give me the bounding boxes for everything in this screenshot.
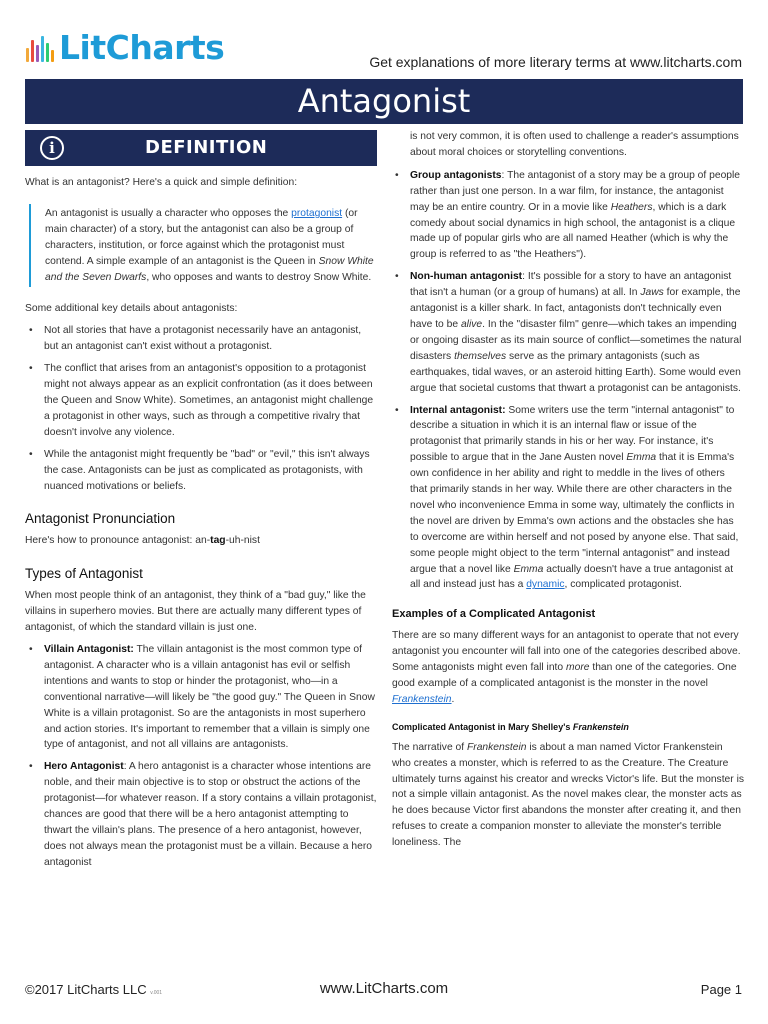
types-intro: When most people think of an antagonist, they think of a "bad guy," like the villains in superhero movies. But there are actually many different types of antagonist, of which the standard villain is just one. [25, 590, 366, 634]
list-item: • Non-human antagonist: It's possible for a story to have an antagonist that isn't a human (or a group of humans) at all. In Jaws for example, the antagonist is a killer shark. In fact, antagonists don't technically even have to be alive. In the "disaster film" genre—which takes an impending or ongoing disaster as its main source of conflict—sometimes the natural disasters themselves serve as the primary antagonists (such as earthquakes, tidal waves, or an asteroid hitting Earth). Some would even argue that societal customs that thwart a protagonist can be antagonists. [392, 269, 744, 396]
pronunciation-text: Here's how to pronounce antagonist: an-tag-uh-nist [25, 535, 260, 547]
header-tagline: Get explanations of more literary terms at www.litcharts.com [369, 54, 742, 70]
frankenstein-text: The narrative of Frankenstein is about a man named Victor Frankenstein who creates a monster, which is referred to as the Creature. The Creature ultimately turns against his creator and wrecks Victor's life. But the monster is not a simple villain antagonist. As the novel makes clear, the monster acts as he does because Victor first abandons the monster after creating it, and then refuses to create a companion monster to alleviate the monster's terrible loneliness. The [392, 741, 745, 849]
page-title: Antagonist [25, 79, 743, 124]
quote-text: , who opposes and wants to destroy Snow White. [146, 271, 372, 283]
info-icon: i [40, 136, 64, 160]
right-column [392, 129, 744, 851]
list-item: • Internal antagonist: Some writers use the term "internal antagonist" to describe a situation in which it is an internal flaw or issue of the protagonist that primarily stands in his or her way. For instance, it's possible to argue that in the Jane Austen novel Emma that it is Emma's own confidence in her ability and right to meddle in the lives of others that primarily stands in her way. While there are other characters in the novel who inconvenience Emma in some way, ultimately the conflicts in the novel are driven by Emma's own actions and the obstacles she has to overcome are within herself and not posed by anyone else. That said, some people might object to the term "internal antagonist" and instead argue that a novel like Emma actually doesn't have a true antagonist at all and instead just has a dynamic, complicated protagonist. [392, 403, 744, 594]
quote-text: (or main character) of a story, but the antagonist can also be a group of characters, institution, or force against which the protagonist must contend. A simple example of an antagonist is the Queen in [45, 207, 358, 267]
examples-text: There are so many different ways for an antagonist to operate that not every antagonist you encounter will fall into one of the categories described above. Some antagonists might even fall into more than one of the categories. One good example of a complicated antagonist is the monster in the novel Frankenstein. [392, 630, 741, 705]
list-item: • Not all stories that have a protagonist necessarily have an antagonist, but an antagonist can't exist without a protagonist. [25, 323, 377, 355]
list-item: • The conflict that arises from an antagonist's opposition to a protagonist might not always appear as an explicit confrontation (as it does between the Queen and Snow White). Sometimes, an antagonist might challenge a protagonist in other ways, such as through a competitive rivalry that doesn't involve any violence. [25, 361, 377, 441]
logo-text: LitCharts [59, 28, 225, 67]
quote-text: An antagonist is usually a character who opposes the [45, 207, 292, 219]
page-footer [0, 978, 768, 1008]
pronunciation-heading: Antagonist Pronunciation [25, 511, 176, 527]
footer-site-link[interactable]: www.LitCharts.com [319, 980, 449, 997]
examples-heading: Examples of a Complicated Antagonist [392, 608, 596, 621]
frankenstein-heading: Complicated Antagonist in Mary Shelley's Frankenstein [392, 721, 629, 732]
logo-bars-icon [26, 32, 54, 62]
copyright: ©2017 LitCharts LLC v.001 [25, 982, 163, 997]
key-details-list [25, 323, 377, 494]
types-list [25, 642, 377, 871]
dynamic-link[interactable]: dynamic [526, 579, 565, 591]
frankenstein-link[interactable]: Frankenstein [392, 693, 452, 705]
list-item: • Hero Antagonist: A hero antagonist is a character whose intentions are noble, and their main objective is to stop or obstruct the actions of the protagonist—for whatever reason. If a story contains a villain protagonist, chances are good that there will be a hero antagonist attempting to thwart the villain's plans. The presence of a hero antagonist, however, does not always mean the protagonist must be a villain. Because a hero antagonist [25, 759, 377, 870]
definition-bar [25, 130, 377, 166]
quote-italic: Snow White and the Seven Dwarfs [45, 255, 374, 283]
definition-quote [29, 204, 377, 288]
litcharts-logo[interactable] [26, 30, 224, 66]
list-item: • Group antagonists: The antagonist of a story may be a group of people rather than just one person. In a war film, for instance, the antagonist may be an entire country. Or in a movie like Heathers, which is a dark comedy about social dynamics in high school, the antagonist is a clique made up of popular girls who are all named Heather (which is why the group is referred to as "the Heathers"). [392, 168, 744, 263]
page-header [0, 0, 768, 78]
definition-intro: What is an antagonist? Here's a quick and simple definition: [25, 177, 298, 188]
definition-label: DEFINITION [145, 137, 268, 158]
list-item: • While the antagonist might frequently be "bad" or "evil," this isn't always the case. Antagonists can be just as complicated as protagonists, with nuanced motivations or beliefs. [25, 447, 377, 495]
list-item: • Villain Antagonist: The villain antagonist is the most common type of antagonist. A character who is a villain antagonist has evil or selfish intentions and wants to stop or hinder the protagonist, who—in a conventional narrative—will likely be "the good guy." The Queen in Snow White is a villain protagonist. So are the antagonists in most superhero and action stories. It's important to remember that a villain is simply one type of antagonist, and not all villains are antagonists. [25, 642, 377, 753]
continuation-text: is not very common, it is often used to challenge a reader's assumptions about moral choices or storytelling conventions. [410, 131, 739, 158]
left-column [25, 175, 377, 877]
types-heading: Types of Antagonist [25, 566, 143, 582]
types-list-continued [392, 168, 744, 594]
protagonist-link[interactable]: protagonist [291, 207, 343, 219]
key-details-intro: Some additional key details about antagonists: [25, 303, 238, 315]
page-number: Page 1 [700, 982, 742, 997]
